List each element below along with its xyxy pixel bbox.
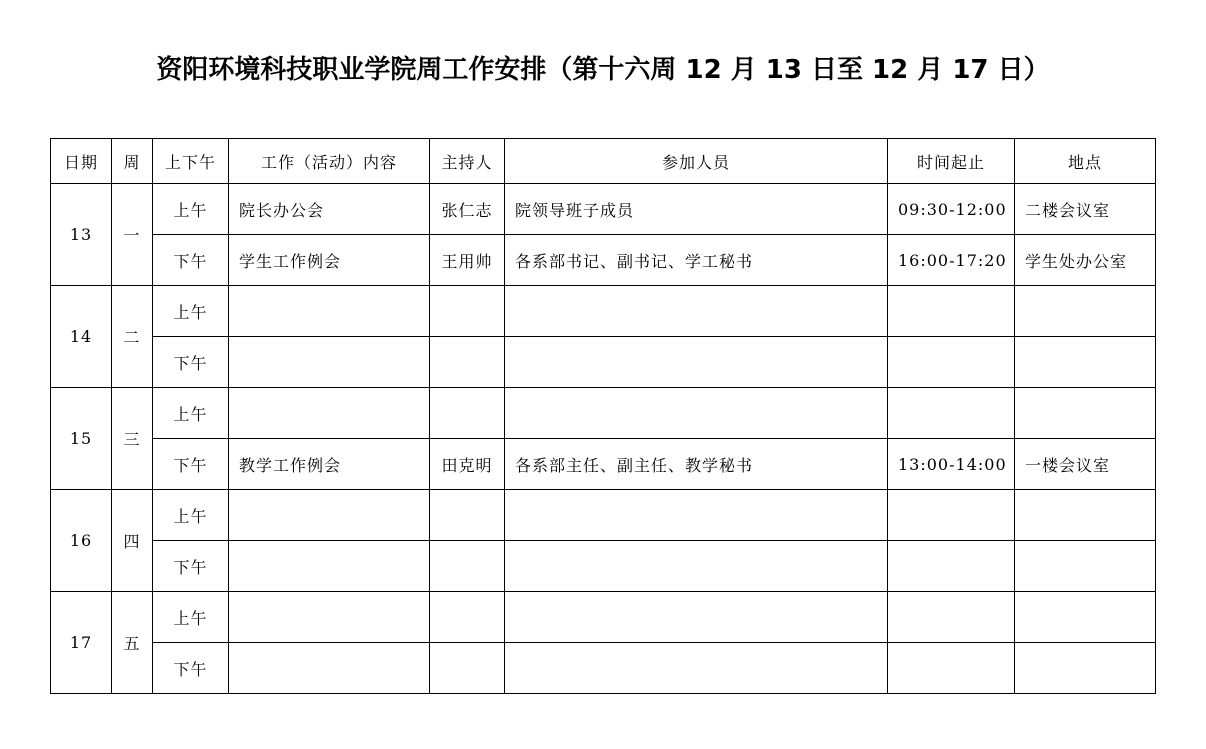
participants-cell [505, 643, 888, 694]
location-cell: 一楼会议室 [1015, 439, 1156, 490]
period-cell: 上午 [153, 592, 229, 643]
location-cell [1015, 490, 1156, 541]
header-location: 地点 [1015, 139, 1156, 184]
participants-cell [505, 490, 888, 541]
header-date: 日期 [51, 139, 112, 184]
time-cell [888, 388, 1015, 439]
date-cell: 14 [51, 286, 112, 388]
period-cell: 下午 [153, 541, 229, 592]
table-row [51, 541, 1156, 592]
location-cell: 学生处办公室 [1015, 235, 1156, 286]
weekday-cell: 二 [112, 286, 153, 388]
host-cell: 张仁志 [430, 184, 505, 235]
table-row [51, 286, 1156, 337]
participants-cell [505, 592, 888, 643]
host-cell [430, 337, 505, 388]
time-cell [888, 541, 1015, 592]
period-cell: 上午 [153, 184, 229, 235]
table-row [51, 592, 1156, 643]
period-cell: 上午 [153, 490, 229, 541]
period-cell: 上午 [153, 388, 229, 439]
header-host: 主持人 [430, 139, 505, 184]
content-cell: 教学工作例会 [229, 439, 430, 490]
host-cell [430, 541, 505, 592]
content-cell: 院长办公会 [229, 184, 430, 235]
document-title: 资阳环境科技职业学院周工作安排（第十六周 12 月 13 日至 12 月 17 日） [156, 55, 1050, 85]
time-cell: 16:00-17:20 [888, 235, 1015, 286]
host-cell: 王用帅 [430, 235, 505, 286]
location-cell [1015, 592, 1156, 643]
time-cell [888, 286, 1015, 337]
period-cell: 下午 [153, 337, 229, 388]
content-cell [229, 592, 430, 643]
weekday-cell: 一 [112, 184, 153, 286]
time-cell [888, 490, 1015, 541]
location-cell [1015, 286, 1156, 337]
header-participants: 参加人员 [505, 139, 888, 184]
participants-cell [505, 541, 888, 592]
weekday-cell: 三 [112, 388, 153, 490]
participants-cell: 各系部主任、副主任、教学秘书 [505, 439, 888, 490]
time-cell [888, 643, 1015, 694]
header-row [51, 139, 1156, 184]
location-cell: 二楼会议室 [1015, 184, 1156, 235]
location-cell [1015, 643, 1156, 694]
content-cell: 学生工作例会 [229, 235, 430, 286]
content-cell [229, 490, 430, 541]
header-weekday: 周 [112, 139, 153, 184]
time-cell: 09:30-12:00 [888, 184, 1015, 235]
participants-cell: 各系部书记、副书记、学工秘书 [505, 235, 888, 286]
host-cell: 田克明 [430, 439, 505, 490]
table-row [51, 490, 1156, 541]
date-cell: 13 [51, 184, 112, 286]
period-cell: 上午 [153, 286, 229, 337]
table-row [51, 388, 1156, 439]
table-row [51, 337, 1156, 388]
host-cell [430, 643, 505, 694]
table-row [51, 184, 1156, 235]
date-cell: 17 [51, 592, 112, 694]
content-cell [229, 337, 430, 388]
participants-cell: 院领导班子成员 [505, 184, 888, 235]
host-cell [430, 388, 505, 439]
time-cell [888, 592, 1015, 643]
host-cell [430, 286, 505, 337]
content-cell [229, 643, 430, 694]
header-period: 上下午 [153, 139, 229, 184]
participants-cell [505, 337, 888, 388]
content-cell [229, 541, 430, 592]
period-cell: 下午 [153, 235, 229, 286]
host-cell [430, 592, 505, 643]
location-cell [1015, 388, 1156, 439]
weekday-cell: 四 [112, 490, 153, 592]
content-cell [229, 286, 430, 337]
schedule-table [50, 138, 1156, 694]
host-cell [430, 490, 505, 541]
weekday-cell: 五 [112, 592, 153, 694]
table-row [51, 643, 1156, 694]
participants-cell [505, 286, 888, 337]
participants-cell [505, 388, 888, 439]
date-cell: 16 [51, 490, 112, 592]
time-cell: 13:00-14:00 [888, 439, 1015, 490]
table-row [51, 439, 1156, 490]
content-cell [229, 388, 430, 439]
header-content: 工作（活动）内容 [229, 139, 430, 184]
time-cell [888, 337, 1015, 388]
table-row [51, 235, 1156, 286]
location-cell [1015, 541, 1156, 592]
period-cell: 下午 [153, 643, 229, 694]
header-time: 时间起止 [888, 139, 1015, 184]
period-cell: 下午 [153, 439, 229, 490]
date-cell: 15 [51, 388, 112, 490]
location-cell [1015, 337, 1156, 388]
